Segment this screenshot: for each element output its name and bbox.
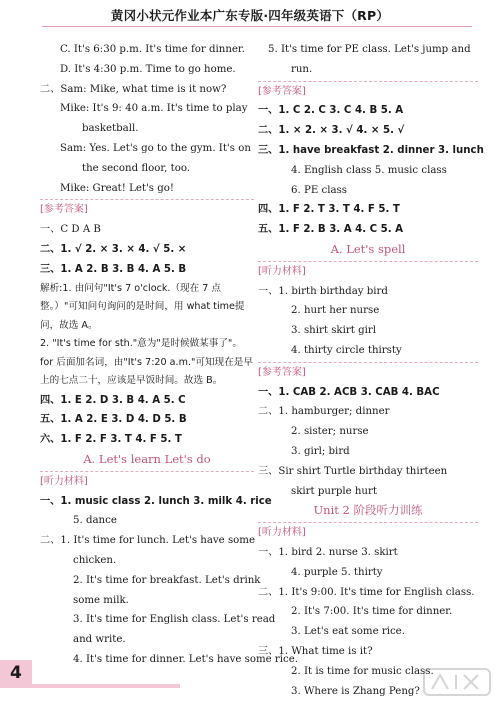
text-line: 2. hurt her nurse [291,305,380,317]
text-line: 3. It's time for English class. Let's read [73,614,276,626]
page-number: 4 [10,663,22,683]
explanation-text: 2. "It's time for sth."意为"是时候做某事了"。for 后面加名词，由"It's 7:20 a.m."可知现在是早上的七点二十，应该是早饭时间。故选 B。 [40,338,253,387]
text-line: 四、1. F 2. T 3. T 4. F 5. T [258,204,400,216]
text-line: 六、1. F 2. F 3. T 4. F 5. T [40,434,182,446]
text-line: 2. It's time for breakfast. Let's drink [73,574,261,586]
text-line: Sam: Yes. Let's go to the gym. It's on [60,142,251,154]
page-number-bar [20,684,180,688]
text-line: 5. dance [73,515,117,527]
text-line: and write. [73,634,126,646]
text-line: chicken. [73,554,117,566]
text-line: 一、C D A B [40,224,101,236]
text-line: the second floor, too. [82,162,191,174]
text-line: 3. Let's eat some rice. [291,626,405,638]
text-line: 3. girl; bird [291,445,350,457]
text-line: 一、1. bird 2. nurse 3. skirt [258,546,398,558]
text-line: 二、1. × 2. × 3. √ 4. × 5. √ [258,125,405,137]
page-header: 黄冈小状元作业本广东专版·四年级英语下（RP） [110,8,390,23]
section-label: [参考答案] [40,199,254,220]
text-line: C. It's 6:30 p.m. It's time for dinner. [60,44,245,55]
text-line: run. [291,63,313,75]
text-line: 3. Where is Zhang Peng? [291,685,420,697]
text-line: Mike: It's 9: 40 a.m. It's time to play [60,103,248,115]
section-title: Unit 2 阶段听力训练 [313,503,423,518]
text-line: 一、1. birth birthday bird [258,285,388,297]
text-line: 二、1. It's time for lunch. Let's have some [40,535,255,547]
text-line: 一、1. C 2. C 3. C 4. B 5. A [258,105,404,117]
left-column [40,40,298,670]
text-line: 二、1. √ 2. × 3. × 4. √ 5. × [40,243,187,255]
text-line: 三、Sir shirt Turtle birthday thirteen [258,465,448,477]
text-line: 三、1. have breakfast 2. dinner 3. lunch [258,144,484,156]
text-line: some milk. [73,594,129,606]
text-line: 二、1. hamburger; dinner [258,406,390,418]
text-line: skirt purple hurt [291,485,377,497]
header-divider [42,26,472,27]
text-line: 4. purple 5. thirty [291,566,383,578]
explanation-text: 解析:1. 由问句"It's 7 o'clock.（现在 7 点整。）"可知问句询问的是时间，用 what time提问，故选 A。 [40,282,245,331]
text-line: 五、1. A 2. E 3. D 4. D 5. B [40,414,187,426]
text-line: basketball. [82,123,139,135]
text-line: 二、1. It's 9:00. It's time for English class. [258,586,475,598]
text-line: D. It's 4:30 p.m. Time to go home. [60,63,236,75]
text-line: 4. thirty circle thirsty [291,344,402,356]
section-title: A. Let's spell [330,241,406,256]
text-line: 2. It's 7:00. It's time for dinner. [291,606,453,618]
text-line: 四、1. E 2. D 3. B 4. A 5. C [40,394,186,406]
text-line: 三、1. A 2. B 3. B 4. A 5. B [40,263,187,275]
page-number-box [0,660,32,688]
section-title: A. Let's learn Let's do [83,451,211,466]
section-label: [参考答案] [258,362,478,383]
watermark-logo-icon [422,665,492,699]
text-line: 一、1. music class 2. lunch 3. milk 4. rice [40,495,272,507]
section-label: [听力材料] [258,522,478,543]
text-line: 二、Sam: Mike, what time is it now? [40,83,227,95]
text-line: 三、1. What time is it? [258,645,373,657]
text-line: 4. English class 5. music class [291,164,447,176]
text-line: Mike: Great! Let's go! [60,182,175,194]
text-line: 5. It's time for PE class. Let's jump and [268,44,471,55]
right-column [258,40,484,701]
section-label: [听力材料] [258,261,478,282]
text-line: 4. It's time for dinner. Let's have some rice. [73,653,298,665]
section-label: [听力材料] [40,471,254,492]
text-line: 2. sister; nurse [291,426,369,438]
text-line: 一、1. CAB 2. ACB 3. CAB 4. BAC [258,386,440,398]
text-line: 2. It is time for music class. [291,665,434,677]
text-line: 五、1. F 2. B 3. A 4. C 5. A [258,224,404,236]
text-line: 3. shirt skirt girl [291,325,376,337]
text-line: 6. PE class [291,184,347,196]
section-label: [参考答案] [258,81,478,102]
